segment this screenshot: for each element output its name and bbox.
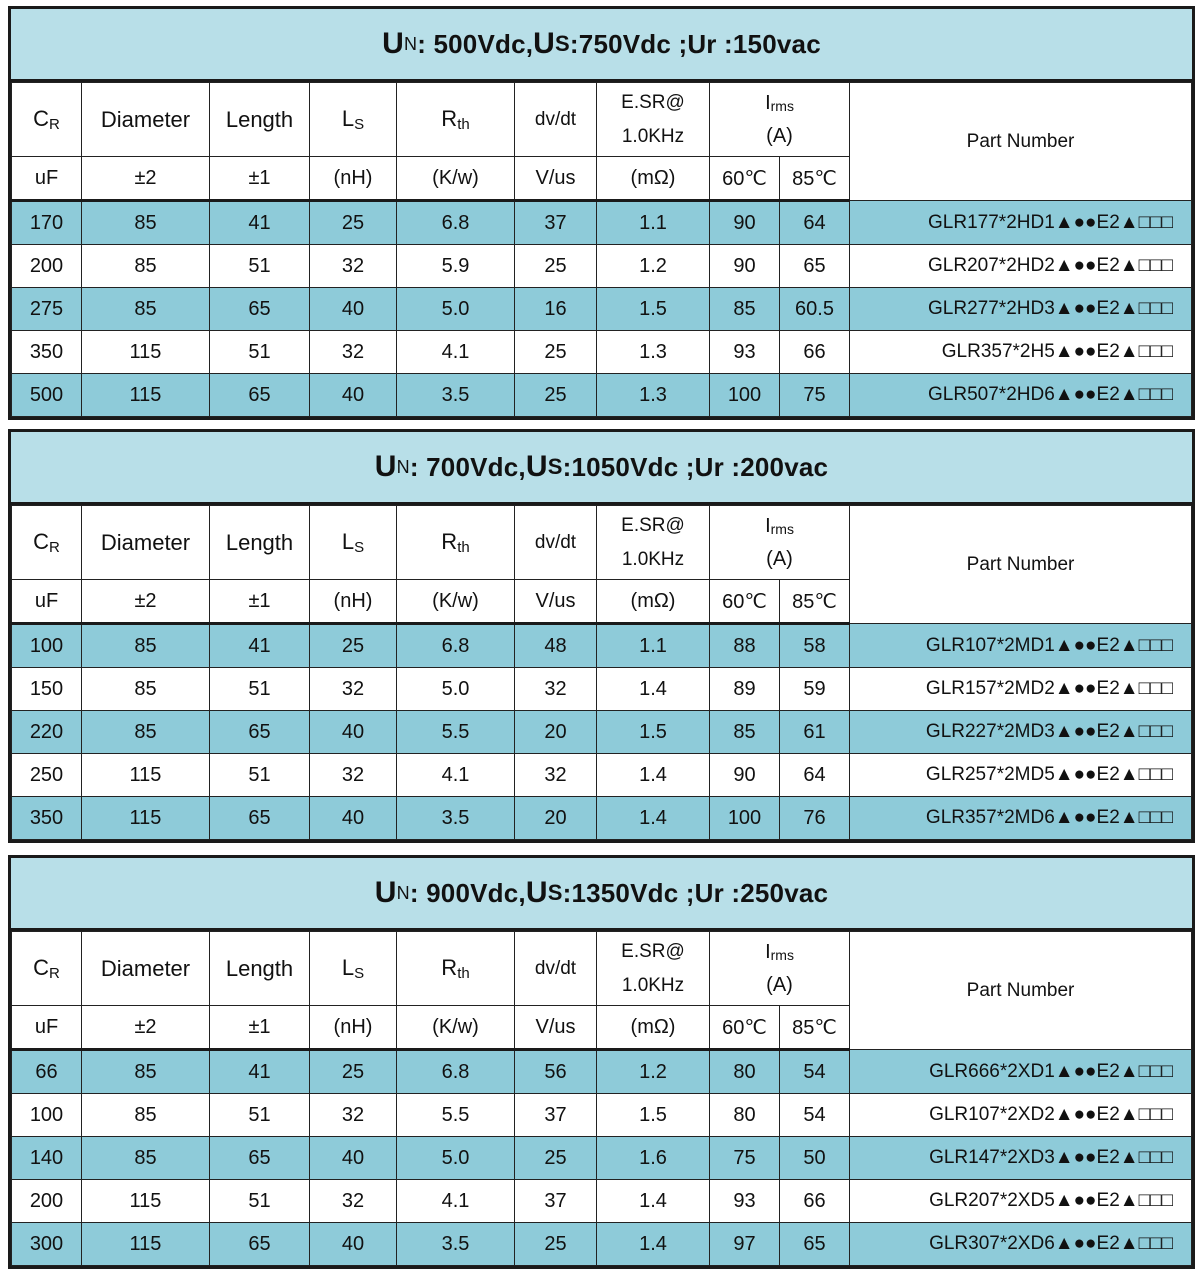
cell-diameter: 115 — [82, 1223, 210, 1266]
cell-cr: 140 — [12, 1137, 82, 1180]
cell-diameter: 85 — [82, 1094, 210, 1137]
cell-diameter: 85 — [82, 1050, 210, 1094]
header-text-part: S — [354, 116, 365, 133]
cell-ls: 40 — [310, 374, 397, 417]
cell-length: 51 — [210, 668, 310, 711]
cell-length: 41 — [210, 1050, 310, 1094]
header-text-part: (A) — [766, 125, 793, 147]
unit-diameter: ±2 — [82, 1006, 210, 1050]
cell-irms-60c: 75 — [710, 1137, 780, 1180]
col-part-number-header: Part Number — [850, 932, 1192, 1050]
cell-irms-60c: 80 — [710, 1094, 780, 1137]
cell-part-number: GLR107*2MD1▲●●E2▲□□□ — [850, 624, 1192, 668]
cell-dvdt: 20 — [515, 797, 597, 840]
header-text-part: R — [441, 529, 458, 554]
unit-esr: (mΩ) — [597, 1006, 710, 1050]
unit-85c: 85℃ — [780, 157, 850, 201]
header-text-part: 1.0KHz — [621, 974, 685, 996]
header-text-part: E.SR@ — [621, 91, 685, 113]
cell-irms-60c: 85 — [710, 711, 780, 754]
cell-dvdt: 37 — [515, 201, 597, 245]
cell-esr: 1.3 — [597, 374, 710, 417]
us-subscript: S — [547, 880, 563, 905]
table-row — [12, 201, 1192, 245]
cell-irms-60c: 90 — [710, 201, 780, 245]
unit-60c: 60℃ — [710, 1006, 780, 1050]
cell-esr: 1.5 — [597, 1094, 710, 1137]
cell-part-number: GLR507*2HD6▲●●E2▲□□□ — [850, 374, 1192, 417]
cell-irms-60c: 100 — [710, 797, 780, 840]
cell-rth: 4.1 — [397, 754, 515, 797]
header-text-part: R — [49, 539, 60, 556]
col-rth-header — [397, 83, 515, 157]
unit-rth: (K/w) — [397, 580, 515, 624]
un-value: : 900Vdc, — [409, 877, 526, 908]
cell-rth: 3.5 — [397, 374, 515, 417]
cell-esr: 1.4 — [597, 668, 710, 711]
header-text-part: I — [765, 515, 771, 537]
cell-rth: 4.1 — [397, 331, 515, 374]
cell-irms-60c: 89 — [710, 668, 780, 711]
cell-cr: 350 — [12, 797, 82, 840]
cell-length: 51 — [210, 245, 310, 288]
cell-dvdt: 32 — [515, 754, 597, 797]
cell-dvdt: 56 — [515, 1050, 597, 1094]
col-dvdt-header: dv/dt — [515, 83, 597, 157]
header-text-part: (A) — [766, 548, 793, 570]
cell-cr: 150 — [12, 668, 82, 711]
cell-part-number: GLR147*2XD3▲●●E2▲□□□ — [850, 1137, 1192, 1180]
cell-irms-85c: 66 — [780, 1180, 850, 1223]
cell-dvdt: 25 — [515, 374, 597, 417]
unit-rth: (K/w) — [397, 157, 515, 201]
header-text-part: 1.0KHz — [621, 548, 685, 570]
col-cr-header — [12, 932, 82, 1006]
cell-part-number: GLR307*2XD6▲●●E2▲□□□ — [850, 1223, 1192, 1266]
unit-esr: (mΩ) — [597, 157, 710, 201]
cell-cr: 350 — [12, 331, 82, 374]
cell-ls: 40 — [310, 1223, 397, 1266]
cell-esr: 1.4 — [597, 1180, 710, 1223]
header-text-part: rms — [770, 521, 794, 537]
cell-cr: 170 — [12, 201, 82, 245]
cell-rth: 5.5 — [397, 711, 515, 754]
cell-dvdt: 25 — [515, 331, 597, 374]
header-text-part: L — [341, 106, 355, 131]
cell-ls: 40 — [310, 1137, 397, 1180]
cell-diameter: 115 — [82, 797, 210, 840]
cell-irms-85c: 59 — [780, 668, 850, 711]
col-diameter-header: Diameter — [82, 506, 210, 580]
us-label: U — [525, 450, 548, 483]
cell-length: 65 — [210, 374, 310, 417]
cell-diameter: 115 — [82, 1180, 210, 1223]
cell-cr: 275 — [12, 288, 82, 331]
cell-rth: 4.1 — [397, 1180, 515, 1223]
cell-irms-85c: 60.5 — [780, 288, 850, 331]
col-length-header: Length — [210, 83, 310, 157]
cell-irms-85c: 64 — [780, 201, 850, 245]
unit-60c: 60℃ — [710, 580, 780, 624]
cell-cr: 300 — [12, 1223, 82, 1266]
cell-ls: 40 — [310, 797, 397, 840]
spec-table — [11, 931, 1192, 1266]
cell-ls: 32 — [310, 1094, 397, 1137]
cell-dvdt: 25 — [515, 1223, 597, 1266]
cell-diameter: 85 — [82, 201, 210, 245]
col-part-number-header: Part Number — [850, 83, 1192, 201]
header-text-part: 1.0KHz — [621, 125, 685, 147]
us-label: U — [525, 876, 548, 909]
cell-irms-85c: 54 — [780, 1094, 850, 1137]
spec-table — [11, 505, 1192, 840]
cell-part-number: GLR207*2XD5▲●●E2▲□□□ — [850, 1180, 1192, 1223]
spec-table-block-3 — [8, 855, 1195, 1269]
us-subscript: S — [547, 454, 563, 479]
cell-rth: 5.0 — [397, 288, 515, 331]
cell-cr: 200 — [12, 245, 82, 288]
unit-dvdt: V/us — [515, 1006, 597, 1050]
us-label: U — [533, 27, 556, 60]
header-text-part: th — [457, 116, 470, 133]
cell-ls: 25 — [310, 624, 397, 668]
cell-esr: 1.4 — [597, 797, 710, 840]
col-irms-header — [710, 506, 850, 580]
table-row — [12, 1180, 1192, 1223]
table-title — [11, 858, 1192, 931]
cell-irms-60c: 88 — [710, 624, 780, 668]
cell-irms-60c: 90 — [710, 754, 780, 797]
cell-esr: 1.2 — [597, 245, 710, 288]
unit-cr: uF — [12, 157, 82, 201]
cell-irms-60c: 85 — [710, 288, 780, 331]
un-value: : 500Vdc, — [417, 28, 534, 59]
cell-diameter: 115 — [82, 374, 210, 417]
cell-length: 65 — [210, 711, 310, 754]
cell-length: 65 — [210, 1137, 310, 1180]
cell-part-number: GLR207*2HD2▲●●E2▲□□□ — [850, 245, 1192, 288]
cell-irms-60c: 97 — [710, 1223, 780, 1266]
col-length-header: Length — [210, 932, 310, 1006]
cell-ls: 32 — [310, 754, 397, 797]
col-cr-header — [12, 83, 82, 157]
col-diameter-header: Diameter — [82, 83, 210, 157]
cell-length: 65 — [210, 797, 310, 840]
cell-rth: 5.0 — [397, 1137, 515, 1180]
table-row — [12, 624, 1192, 668]
col-cr-header — [12, 506, 82, 580]
cell-part-number: GLR666*2XD1▲●●E2▲□□□ — [850, 1050, 1192, 1094]
header-text-part: S — [354, 965, 365, 982]
cell-ls: 40 — [310, 288, 397, 331]
cell-rth: 5.9 — [397, 245, 515, 288]
unit-cr: uF — [12, 1006, 82, 1050]
unit-rth: (K/w) — [397, 1006, 515, 1050]
table-row — [12, 754, 1192, 797]
header-text-part: C — [33, 106, 50, 131]
table-row — [12, 331, 1192, 374]
spec-table — [11, 82, 1192, 417]
cell-cr: 66 — [12, 1050, 82, 1094]
un-label: U — [374, 876, 397, 909]
cell-dvdt: 16 — [515, 288, 597, 331]
cell-length: 51 — [210, 754, 310, 797]
cell-esr: 1.6 — [597, 1137, 710, 1180]
cell-rth: 3.5 — [397, 797, 515, 840]
table-row — [12, 668, 1192, 711]
cell-diameter: 85 — [82, 245, 210, 288]
header-text-part: I — [765, 92, 771, 114]
unit-length: ±1 — [210, 580, 310, 624]
table-row — [12, 1094, 1192, 1137]
header-row — [12, 506, 1192, 580]
cell-esr: 1.5 — [597, 288, 710, 331]
us-value: :1050Vdc ;Ur :200vac — [562, 451, 829, 482]
col-irms-header — [710, 83, 850, 157]
table-row — [12, 1137, 1192, 1180]
col-length-header: Length — [210, 506, 310, 580]
header-text-part: E.SR@ — [621, 940, 685, 962]
cell-cr: 100 — [12, 1094, 82, 1137]
cell-dvdt: 48 — [515, 624, 597, 668]
cell-dvdt: 20 — [515, 711, 597, 754]
cell-part-number: GLR157*2MD2▲●●E2▲□□□ — [850, 668, 1192, 711]
unit-length: ±1 — [210, 157, 310, 201]
unit-dvdt: V/us — [515, 580, 597, 624]
cell-rth: 6.8 — [397, 624, 515, 668]
header-text-part: C — [33, 529, 50, 554]
unit-85c: 85℃ — [780, 1006, 850, 1050]
cell-irms-85c: 65 — [780, 1223, 850, 1266]
col-diameter-header: Diameter — [82, 932, 210, 1006]
cell-irms-85c: 65 — [780, 245, 850, 288]
header-text-part: L — [341, 529, 355, 554]
un-subscript: N — [396, 456, 410, 477]
col-ls-header — [310, 83, 397, 157]
header-text-part: L — [341, 955, 355, 980]
cell-length: 41 — [210, 201, 310, 245]
unit-esr: (mΩ) — [597, 580, 710, 624]
cell-esr: 1.3 — [597, 331, 710, 374]
col-esr-header — [597, 83, 710, 157]
cell-esr: 1.1 — [597, 201, 710, 245]
cell-ls: 25 — [310, 1050, 397, 1094]
cell-diameter: 115 — [82, 331, 210, 374]
col-irms-header — [710, 932, 850, 1006]
col-rth-header — [397, 932, 515, 1006]
unit-diameter: ±2 — [82, 580, 210, 624]
table-row — [12, 288, 1192, 331]
header-text-part: R — [49, 965, 60, 982]
cell-dvdt: 25 — [515, 245, 597, 288]
unit-length: ±1 — [210, 1006, 310, 1050]
header-text-part: I — [765, 941, 771, 963]
col-rth-header — [397, 506, 515, 580]
header-text-part: R — [441, 955, 458, 980]
spec-table-block-1 — [8, 6, 1195, 420]
cell-cr: 200 — [12, 1180, 82, 1223]
col-dvdt-header: dv/dt — [515, 932, 597, 1006]
cell-part-number: GLR177*2HD1▲●●E2▲□□□ — [850, 201, 1192, 245]
cell-ls: 32 — [310, 245, 397, 288]
col-dvdt-header: dv/dt — [515, 506, 597, 580]
cell-ls: 40 — [310, 711, 397, 754]
cell-irms-85c: 58 — [780, 624, 850, 668]
cell-length: 51 — [210, 331, 310, 374]
cell-cr: 250 — [12, 754, 82, 797]
cell-diameter: 85 — [82, 624, 210, 668]
cell-irms-85c: 54 — [780, 1050, 850, 1094]
cell-cr: 500 — [12, 374, 82, 417]
cell-ls: 25 — [310, 201, 397, 245]
cell-length: 65 — [210, 288, 310, 331]
table-title — [11, 9, 1192, 82]
unit-cr: uF — [12, 580, 82, 624]
unit-ls: (nH) — [310, 1006, 397, 1050]
unit-dvdt: V/us — [515, 157, 597, 201]
header-text-part: th — [457, 539, 470, 556]
unit-60c: 60℃ — [710, 157, 780, 201]
cell-dvdt: 37 — [515, 1180, 597, 1223]
cell-irms-85c: 75 — [780, 374, 850, 417]
us-subscript: S — [555, 31, 570, 56]
cell-ls: 32 — [310, 668, 397, 711]
cell-irms-85c: 76 — [780, 797, 850, 840]
col-ls-header — [310, 932, 397, 1006]
cell-cr: 220 — [12, 711, 82, 754]
cell-esr: 1.1 — [597, 624, 710, 668]
header-row — [12, 932, 1192, 1006]
unit-ls: (nH) — [310, 580, 397, 624]
cell-irms-85c: 61 — [780, 711, 850, 754]
un-subscript: N — [403, 33, 418, 54]
cell-rth: 6.8 — [397, 201, 515, 245]
table-title — [11, 432, 1192, 505]
cell-irms-85c: 50 — [780, 1137, 850, 1180]
cell-part-number: GLR227*2MD3▲●●E2▲□□□ — [850, 711, 1192, 754]
spec-table-block-2 — [8, 429, 1195, 843]
cell-rth: 5.0 — [397, 668, 515, 711]
cell-part-number: GLR357*2MD6▲●●E2▲□□□ — [850, 797, 1192, 840]
cell-irms-60c: 90 — [710, 245, 780, 288]
cell-esr: 1.4 — [597, 754, 710, 797]
cell-esr: 1.2 — [597, 1050, 710, 1094]
cell-length: 51 — [210, 1094, 310, 1137]
cell-length: 51 — [210, 1180, 310, 1223]
unit-diameter: ±2 — [82, 157, 210, 201]
header-text-part: th — [457, 965, 470, 982]
cell-rth: 5.5 — [397, 1094, 515, 1137]
cell-diameter: 85 — [82, 668, 210, 711]
cell-length: 65 — [210, 1223, 310, 1266]
header-text-part: R — [441, 106, 458, 131]
header-text-part: E.SR@ — [621, 514, 685, 536]
cell-part-number: GLR357*2H5▲●●E2▲□□□ — [850, 331, 1192, 374]
col-part-number-header: Part Number — [850, 506, 1192, 624]
header-row — [12, 83, 1192, 157]
header-text-part: rms — [770, 98, 794, 114]
un-subscript: N — [396, 882, 410, 903]
cell-ls: 32 — [310, 1180, 397, 1223]
cell-dvdt: 25 — [515, 1137, 597, 1180]
table-row — [12, 1050, 1192, 1094]
unit-ls: (nH) — [310, 157, 397, 201]
cell-diameter: 115 — [82, 754, 210, 797]
cell-irms-60c: 100 — [710, 374, 780, 417]
us-value: :1350Vdc ;Ur :250vac — [562, 877, 829, 908]
cell-cr: 100 — [12, 624, 82, 668]
cell-part-number: GLR277*2HD3▲●●E2▲□□□ — [850, 288, 1192, 331]
cell-rth: 3.5 — [397, 1223, 515, 1266]
cell-part-number: GLR257*2MD5▲●●E2▲□□□ — [850, 754, 1192, 797]
col-esr-header — [597, 932, 710, 1006]
cell-ls: 32 — [310, 331, 397, 374]
header-text-part: R — [49, 116, 60, 133]
table-row — [12, 374, 1192, 417]
table-row — [12, 1223, 1192, 1266]
cell-length: 41 — [210, 624, 310, 668]
cell-dvdt: 37 — [515, 1094, 597, 1137]
col-esr-header — [597, 506, 710, 580]
table-row — [12, 245, 1192, 288]
cell-part-number: GLR107*2XD2▲●●E2▲□□□ — [850, 1094, 1192, 1137]
un-label: U — [374, 450, 397, 483]
cell-irms-60c: 80 — [710, 1050, 780, 1094]
cell-rth: 6.8 — [397, 1050, 515, 1094]
cell-esr: 1.4 — [597, 1223, 710, 1266]
cell-irms-60c: 93 — [710, 331, 780, 374]
table-row — [12, 711, 1192, 754]
cell-irms-85c: 64 — [780, 754, 850, 797]
cell-diameter: 85 — [82, 711, 210, 754]
table-row — [12, 797, 1192, 840]
unit-85c: 85℃ — [780, 580, 850, 624]
cell-diameter: 85 — [82, 1137, 210, 1180]
header-text-part: rms — [770, 947, 794, 963]
cell-esr: 1.5 — [597, 711, 710, 754]
un-label: U — [382, 27, 404, 60]
header-text-part: (A) — [766, 974, 793, 996]
cell-diameter: 85 — [82, 288, 210, 331]
col-ls-header — [310, 506, 397, 580]
header-text-part: C — [33, 955, 50, 980]
cell-irms-60c: 93 — [710, 1180, 780, 1223]
cell-dvdt: 32 — [515, 668, 597, 711]
un-value: : 700Vdc, — [409, 451, 526, 482]
us-value: :750Vdc ;Ur :150vac — [569, 28, 821, 59]
header-text-part: S — [354, 539, 365, 556]
cell-irms-85c: 66 — [780, 331, 850, 374]
